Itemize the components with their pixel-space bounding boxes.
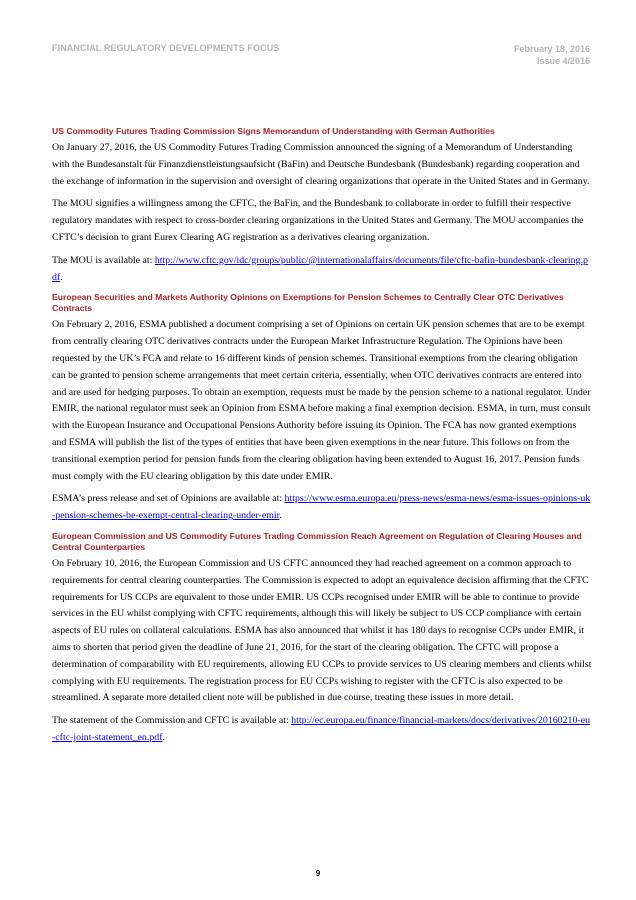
link-intro: The MOU is available at: bbox=[52, 254, 155, 266]
link-end: . bbox=[279, 510, 282, 522]
issue-info bbox=[514, 43, 590, 67]
link-intro: The statement of the Commission and CFTC is available at: bbox=[52, 715, 292, 727]
link-paragraph bbox=[52, 713, 592, 747]
article-body bbox=[52, 126, 592, 753]
paragraph: The MOU signifies a willingness among the CFTC, the BaFin, and the Bundesbank to collaborate in order to fulfill their respective regulatory mandates with respect to cross-border clearing organizations in the United States and Germany. The MOU accompanies the CFTC’s decision to grant Eurex Clearing AG registration as a derivatives clearing organization. bbox=[52, 198, 584, 243]
link-end: . bbox=[60, 271, 63, 283]
link-end: . bbox=[162, 731, 165, 743]
section-esma-pension bbox=[52, 292, 592, 525]
page-number: 9 bbox=[315, 869, 321, 878]
section-ec-cftc-agreement bbox=[52, 531, 592, 747]
section-title: US Commodity Futures Trading Commission Signs Memorandum of Understanding with German Authorities bbox=[52, 126, 495, 136]
link-intro: ESMA’s press release and set of Opinions are available at: bbox=[52, 493, 285, 505]
section-title: European Securities and Markets Authority Opinions on Exemptions for Pension Schemes to Centrally Clear OTC Derivatives Contracts bbox=[52, 292, 564, 314]
link-paragraph bbox=[52, 491, 592, 525]
section-title: European Commission and US Commodity Futures Trading Commission Reach Agreement on Regulation of Clearing Houses and Central Counterparties bbox=[52, 530, 582, 552]
esma-link[interactable]: https://www.esma.europa.eu/press-news/esma-news/esma-issues-opinions-uk-pension-schemes-be-exempt-central-clearing-under-emir bbox=[52, 493, 591, 522]
paragraph: On January 27, 2016, the US Commodity Futures Trading Commission announced the signing of a Memorandum of Understanding with the Bundesanstalt für Finanzdienstleistungsaufsicht (BaFin) and Deutsche Bundesbank (Bundesbank) regarding cooperation and the exchange of information in the supervision and oversight of clearing organizations that operate in the United States and in Germany. bbox=[52, 142, 590, 187]
link-paragraph bbox=[52, 253, 592, 287]
section-cftc-mou bbox=[52, 126, 592, 286]
mou-link[interactable]: http://www.cftc.gov/idc/groups/public/@internationalaffairs/documents/file/cftc-bafin-bundesbank-clearing.pdf bbox=[52, 254, 588, 283]
issue-number: Issue 4/2016 bbox=[536, 56, 590, 66]
publication-title: FINANCIAL REGULATORY DEVELOPMENTS FOCUS bbox=[52, 43, 280, 53]
issue-date: February 18, 2016 bbox=[513, 44, 590, 54]
paragraph: On February 10, 2016, the European Commission and US CFTC announced they had reached agreement on a common approach to requirements for central clearing counterparties. The Commission is expected to adopt an equivalence decision affirming that the CFTC requirements for US CCPs are equivalent to those under EMIR. US CCPs recognised under EMIR will be able to continue to provide services in the EU whilst complying with CFTC requirements, although this will likely be subject to US CCP compliance with certain aspects of EU rules on collateral calculations. ESMA has also announced that whilst it has 180 days to recognise CCPs under EMIR, it aims to shorten that period given the deadline of June 21, 2016, for the start of the clearing obligation. The CFTC will propose a determination of comparability with EU requirements, allowing EU CCPs to provide services to US clearing members and clients whilst complying with EU requirements. The registration process for EU CCPs wishing to register with the CFTC is also expected to be streamlined. A separate more detailed client note will be published in due course, treating these issues in more detail. bbox=[52, 557, 592, 704]
statement-link[interactable]: http://ec.europa.eu/finance/financial-markets/docs/derivatives/20160210-eu-cftc-joint-statement_en.pdf bbox=[52, 715, 591, 743]
paragraph: On February 2, 2016, ESMA published a document comprising a set of Opinions on certain UK pension schemes that are to be exempt from centrally clearing OTC derivatives contracts under the European Market Infrastructure Regulation. The Opinions have been requested by the UK’s FCA and relate to 16 different kinds of pension schemes. Transitional exemptions from the clearing obligation can be granted to pension scheme arrangements that meet certain criteria, essentially, when OTC derivatives contracts are entered into and are used for hedging purposes. To obtain an exemption, requests must be made by the pension scheme to a national regulator. Under EMIR, the national regulator must seek an Opinion from ESMA before making a final exemption decision. ESMA, in turn, must consult with the European Insurance and Occupational Pensions Authority before issuing its Opinion. The FCA has now granted exemptions and ESMA will publish the list of the types of entities that have been given exemptions in the near future. This follows on from the transitional exemption period for pension funds from the clearing obligation having been extended to August 16, 2017. Pension funds must comply with the EU clearing obligation by this date under EMIR. bbox=[52, 319, 591, 482]
